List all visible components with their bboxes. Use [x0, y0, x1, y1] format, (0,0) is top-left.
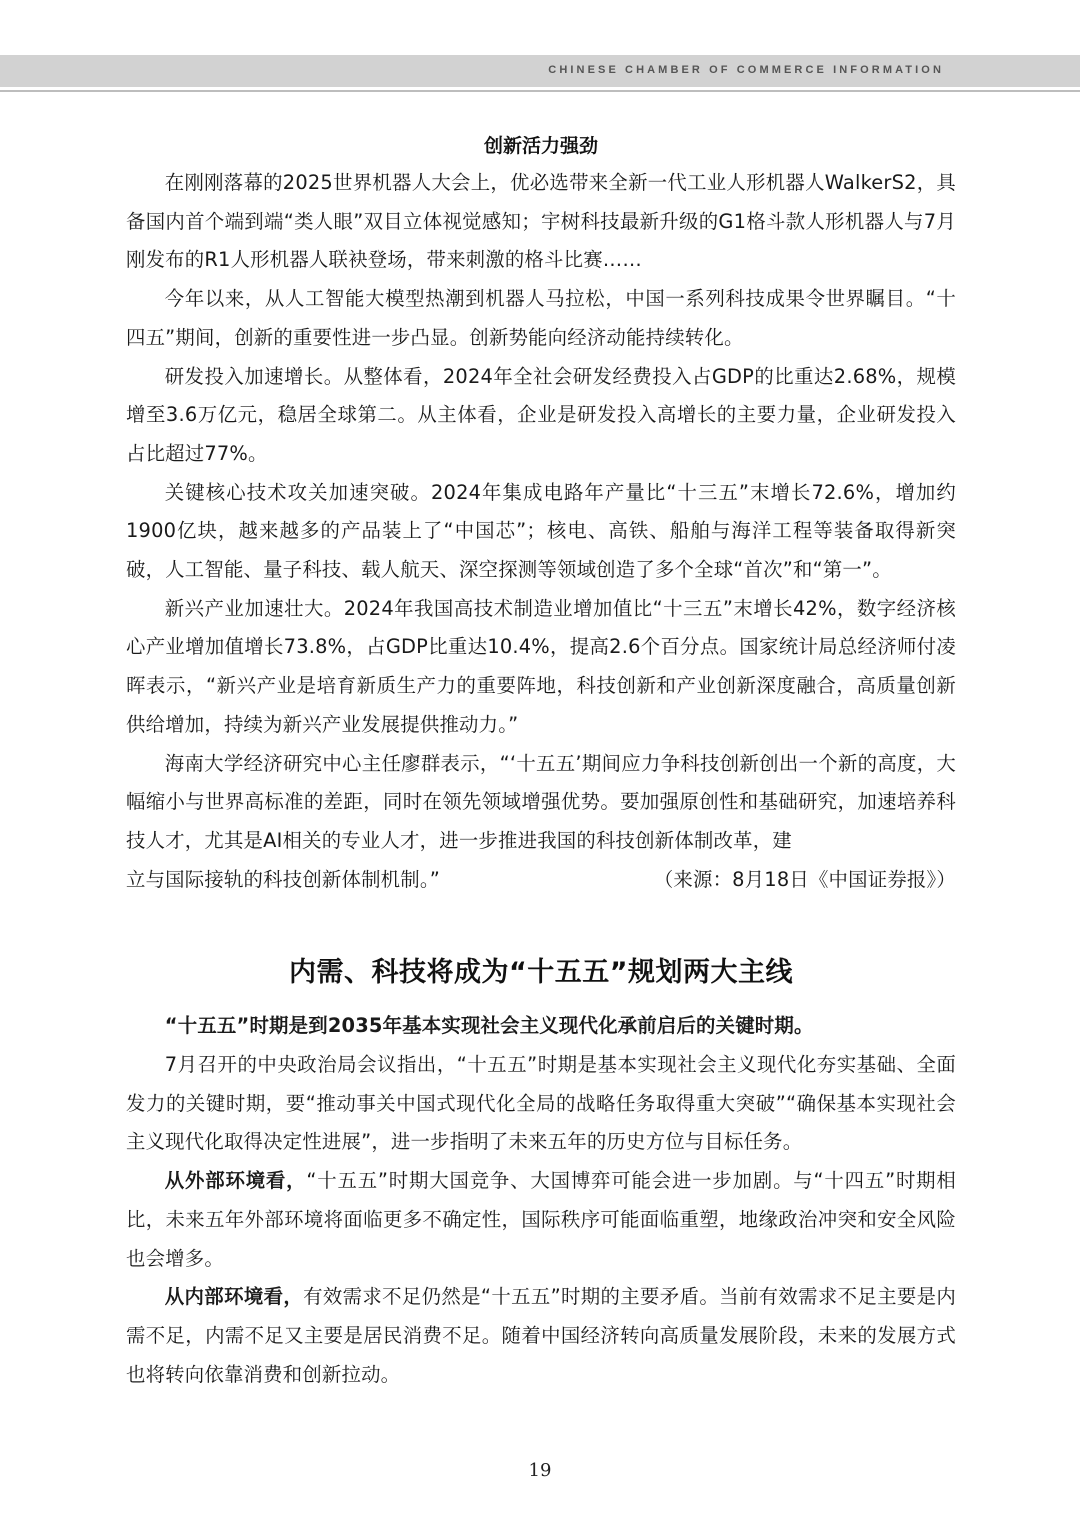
- lead-paragraph: “十五五”时期是到2035年基本实现社会主义现代化承前启后的关键时期。: [164, 1014, 814, 1038]
- paragraph: 海南大学经济研究中心主任廖群表示，“‘十五五’期间应力争科技创新创出一个新的高度，大幅缩小与世界高标准的差距，同时在领先领域增强优势。要加强原创性和基础研究，加速培养科技人才，尤其是AI相关的专业人才，进一步推进我国的科技创新体制改革，建: [126, 751, 956, 852]
- paragraph: 今年以来，从人工智能大模型热潮到机器人马拉松，中国一系列科技成果令世界瞩目。“十四五”期间，创新的重要性进一步凸显。创新势能向经济动能持续转化。: [126, 287, 956, 349]
- source-line: [126, 861, 956, 900]
- header-rule: [0, 90, 1080, 92]
- paragraph: 关键核心技术攻关加速突破。2024年集成电路年产量比“十三五”末增长72.6%，增加约1900亿块，越来越多的产品装上了“中国芯”；核电、高铁、船舶与海洋工程等装备取得新突破，人工智能、量子科技、载人航天、深空探测等领域创造了多个全球“首次”和“第一”。: [126, 480, 956, 582]
- paragraph: [126, 1278, 956, 1394]
- paragraph: [126, 1162, 956, 1278]
- paragraph: 研发投入加速增长。从整体看，2024年全社会研发经费投入占GDP的比重达2.68%，规模增至3.6万亿元，稳居全球第二。从主体看，企业是研发投入高增长的主要力量，企业研发投入占比超过77%。: [126, 364, 956, 465]
- paragraph-text: “十五五”时期大国竞争、大国博弈可能会进一步加剧。与“十四五”时期相比，未来五年外部环境将面临更多不确定性，国际秩序可能面临重塑，地缘政治冲突和安全风险也会增多。: [126, 1169, 956, 1270]
- page-content: [126, 128, 956, 1394]
- paragraph-end: 立与国际接轨的科技创新体制机制。”: [126, 867, 440, 891]
- source-citation: （来源：8月18日《中国证券报》）: [653, 867, 956, 891]
- paragraph: 新兴产业加速壮大。2024年我国高技术制造业增加值比“十三五”末增长42%，数字经济核心产业增加值增长73.8%，占GDP比重达10.4%，提高2.6个百分点。国家统计局总经济师付凌晖表示，“新兴产业是培育新质生产力的重要阵地，科技创新和产业创新深度融合，高质量创新供给增加，持续为新兴产业发展提供推动力。”: [126, 596, 956, 736]
- page-number: 19: [528, 1460, 552, 1481]
- paragraph-lead: 从外部环境看，: [164, 1169, 307, 1193]
- section-title: 创新活力强劲: [483, 135, 598, 157]
- running-header: CHINESE CHAMBER OF COMMERCE INFORMATION: [548, 64, 944, 76]
- paragraph-lead: 从内部环境看，: [164, 1285, 304, 1309]
- paragraph: 7月召开的中央政治局会议指出，“十五五”时期是基本实现社会主义现代化夯实基础、全面发力的关键时期，要“推动事关中国式现代化全局的战略任务取得重大突破”“确保基本实现社会主义现代化取得决定性进展”，进一步指明了未来五年的历史方位与目标任务。: [126, 1053, 956, 1154]
- paragraph-text: 有效需求不足仍然是“十五五”时期的主要矛盾。当前有效需求不足主要是内需不足，内需不足又主要是居民消费不足。随着中国经济转向高质量发展阶段，未来的发展方式也将转向依靠消费和创新拉动。: [126, 1285, 957, 1386]
- paragraph: 在刚刚落幕的2025世界机器人大会上，优必选带来全新一代工业人形机器人WalkerS2，具备国内首个端到端“类人眼”双目立体视觉感知；宇树科技最新升级的G1格斗款人形机器人与7月刚发布的R1人形机器人联袂登场，带来刺激的格斗比赛……: [126, 171, 956, 272]
- article-title: 内需、科技将成为“十五五”规划两大主线: [289, 957, 793, 989]
